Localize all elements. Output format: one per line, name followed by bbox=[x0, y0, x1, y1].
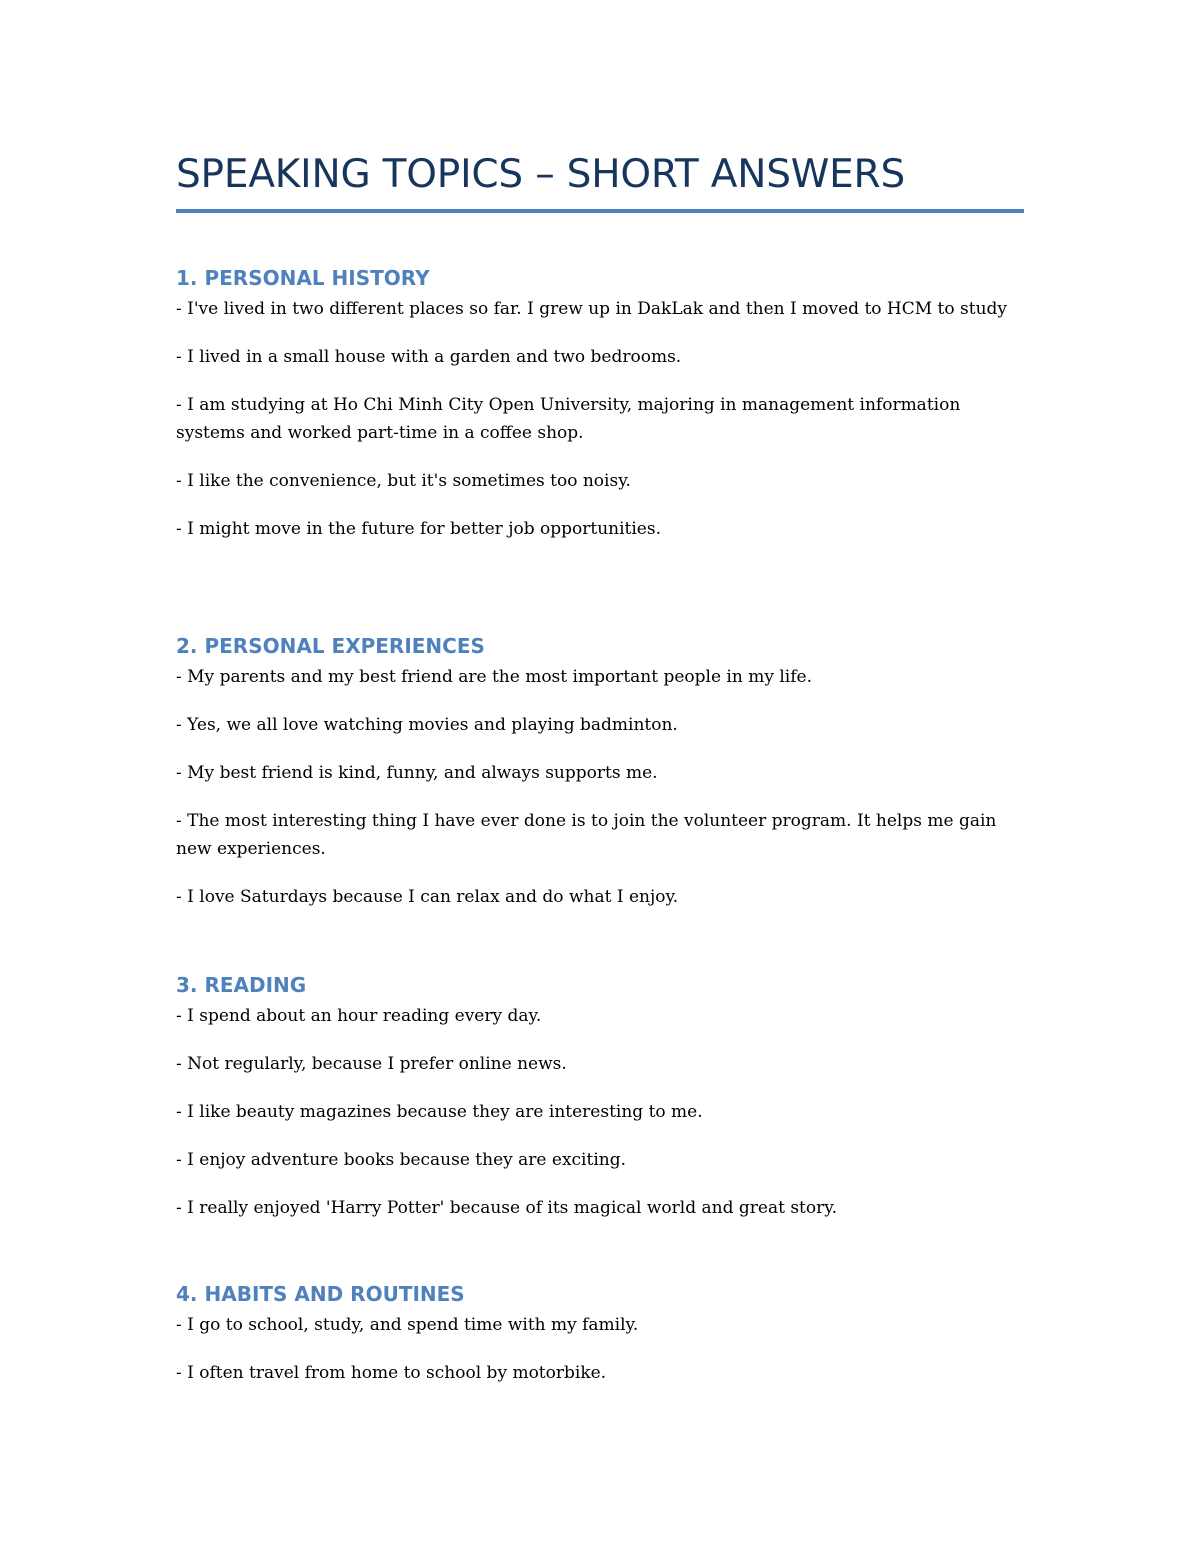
answer-item: - I like the convenience, but it's sometimes too noisy. bbox=[176, 471, 631, 491]
answer-item: - I am studying at Ho Chi Minh City Open University, majoring in management information systems and worked part-time in a coffee shop. bbox=[176, 395, 961, 443]
answer-list bbox=[176, 663, 1024, 911]
answer-item: - I like beauty magazines because they are interesting to me. bbox=[176, 1102, 703, 1122]
answer-item: - I often travel from home to school by motorbike. bbox=[176, 1363, 607, 1383]
answer-item: - I've lived in two different places so far. I grew up in DakLak and then I moved to HCM to study bbox=[176, 299, 1008, 319]
section-personal-history bbox=[176, 261, 1024, 563]
answer-item: - I lived in a small house with a garden and two bedrooms. bbox=[176, 347, 682, 367]
answer-item: - Yes, we all love watching movies and playing badminton. bbox=[176, 715, 678, 735]
answer-item: - My parents and my best friend are the most important people in my life. bbox=[176, 667, 812, 687]
document-title: SPEAKING TOPICS – SHORT ANSWERS bbox=[176, 152, 906, 197]
title-underline bbox=[176, 209, 1024, 213]
section-habits-and-routines bbox=[176, 1277, 1024, 1407]
section-personal-experiences bbox=[176, 629, 1024, 931]
section-heading: 4. HABITS AND ROUTINES bbox=[176, 1282, 465, 1306]
answer-item: - I enjoy adventure books because they are exciting. bbox=[176, 1150, 626, 1170]
answer-item: - The most interesting thing I have ever done is to join the volunteer program. It helps me gain new experiences. bbox=[176, 811, 997, 859]
answer-item: - I go to school, study, and spend time with my family. bbox=[176, 1315, 639, 1335]
answer-item: - I love Saturdays because I can relax and do what I enjoy. bbox=[176, 887, 679, 907]
answer-item: - Not regularly, because I prefer online news. bbox=[176, 1054, 567, 1074]
section-heading: 2. PERSONAL EXPERIENCES bbox=[176, 634, 485, 658]
answer-list bbox=[176, 1311, 1024, 1387]
answer-list bbox=[176, 1002, 1024, 1222]
answer-item: - I really enjoyed 'Harry Potter' because of its magical world and great story. bbox=[176, 1198, 837, 1218]
answer-list bbox=[176, 295, 1024, 543]
answer-item: - I spend about an hour reading every day. bbox=[176, 1006, 542, 1026]
answer-item: - My best friend is kind, funny, and always supports me. bbox=[176, 763, 658, 783]
answer-item: - I might move in the future for better job opportunities. bbox=[176, 519, 661, 539]
section-heading: 1. PERSONAL HISTORY bbox=[176, 266, 430, 290]
section-heading: 3. READING bbox=[176, 973, 307, 997]
section-reading bbox=[176, 968, 1024, 1242]
